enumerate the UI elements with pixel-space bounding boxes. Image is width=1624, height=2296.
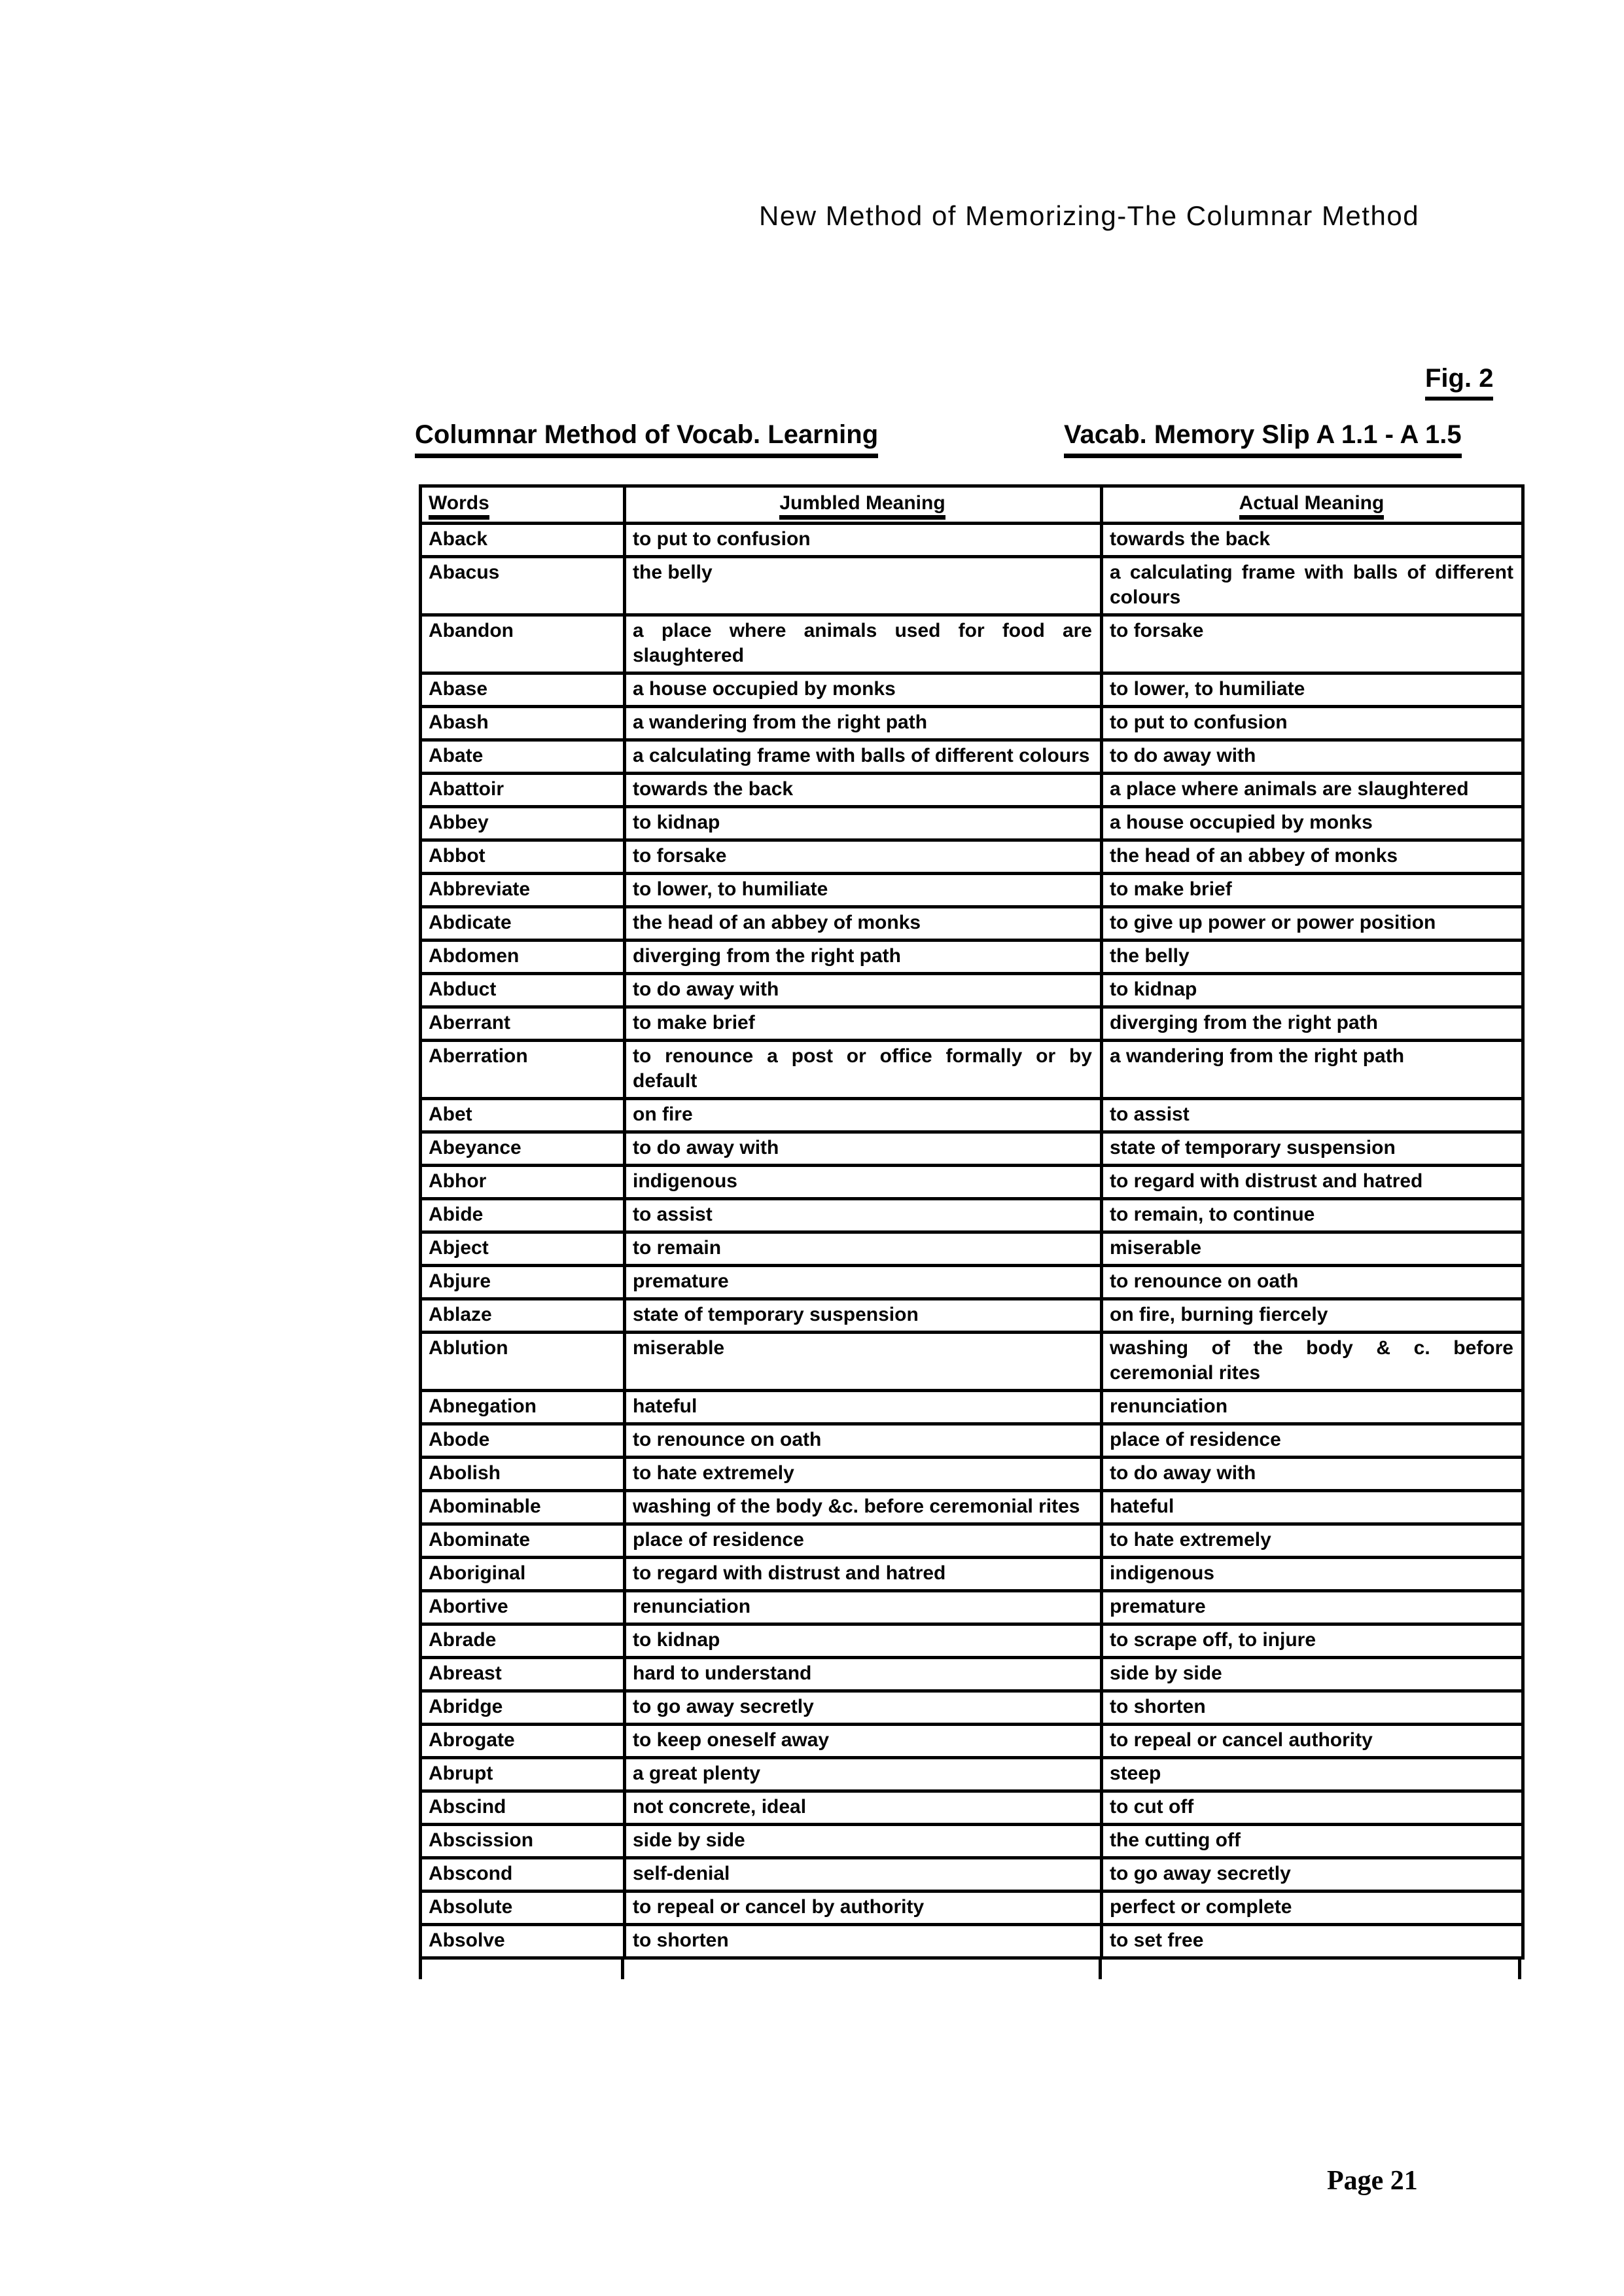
word-cell: Abscond (421, 1858, 625, 1892)
word-cell: Aberrant (421, 1007, 625, 1041)
table-row (421, 774, 1523, 807)
table-row (421, 1791, 1523, 1825)
table-row (421, 1691, 1523, 1725)
word-cell: Abbot (421, 840, 625, 874)
jumbled-meaning-cell: a wandering from the right path (625, 707, 1102, 740)
word-cell: Abduct (421, 974, 625, 1007)
table-row (421, 524, 1523, 557)
jumbled-meaning-cell: a calculating frame with balls of different colours (625, 740, 1102, 774)
table-row (421, 1232, 1523, 1266)
word-cell: Abdomen (421, 941, 625, 974)
actual-meaning-cell: to repeal or cancel authority (1102, 1725, 1523, 1758)
table-row (421, 1041, 1523, 1099)
word-cell: Abode (421, 1424, 625, 1458)
actual-meaning-cell: perfect or complete (1102, 1892, 1523, 1925)
actual-meaning-cell: towards the back (1102, 524, 1523, 557)
jumbled-meaning-cell: to do away with (625, 974, 1102, 1007)
word-cell: Aberration (421, 1041, 625, 1099)
actual-meaning-cell: premature (1102, 1591, 1523, 1624)
table-row (421, 1858, 1523, 1892)
table-header-row (421, 486, 1523, 524)
right-heading: Vacab. Memory Slip A 1.1 - A 1.5 (1064, 420, 1462, 458)
jumbled-meaning-cell: to shorten (625, 1925, 1102, 1958)
jumbled-meaning-cell: premature (625, 1266, 1102, 1299)
word-cell: Abjure (421, 1266, 625, 1299)
actual-meaning-cell: to regard with distrust and hatred (1102, 1166, 1523, 1199)
word-cell: Abominable (421, 1491, 625, 1524)
actual-meaning-cell: to set free (1102, 1925, 1523, 1958)
word-cell: Abrade (421, 1624, 625, 1658)
word-cell: Ablaze (421, 1299, 625, 1333)
word-cell: Abscission (421, 1825, 625, 1858)
jumbled-meaning-cell: to assist (625, 1199, 1102, 1232)
table-row (421, 1758, 1523, 1791)
jumbled-meaning-cell: diverging from the right path (625, 941, 1102, 974)
table-continuation-line (1518, 1960, 1521, 1979)
jumbled-meaning-cell: to remain (625, 1232, 1102, 1266)
actual-meaning-cell: the belly (1102, 941, 1523, 974)
actual-meaning-cell: side by side (1102, 1658, 1523, 1691)
actual-meaning-cell: steep (1102, 1758, 1523, 1791)
table-row (421, 1725, 1523, 1758)
jumbled-meaning-cell: to put to confusion (625, 524, 1102, 557)
actual-meaning-cell: renunciation (1102, 1391, 1523, 1424)
word-cell: Abominate (421, 1524, 625, 1558)
word-cell: Absolute (421, 1892, 625, 1925)
word-cell: Abolish (421, 1458, 625, 1491)
jumbled-meaning-cell: a great plenty (625, 1758, 1102, 1791)
left-heading: Columnar Method of Vocab. Learning (415, 420, 878, 458)
word-cell: Abnegation (421, 1391, 625, 1424)
actual-meaning-cell: to kidnap (1102, 974, 1523, 1007)
actual-meaning-cell: to scrape off, to injure (1102, 1624, 1523, 1658)
page-number: Page 21 (1327, 2166, 1418, 2196)
table-row (421, 557, 1523, 615)
actual-meaning-cell: hateful (1102, 1491, 1523, 1524)
actual-meaning-cell: to go away secretly (1102, 1858, 1523, 1892)
table-row (421, 1892, 1523, 1925)
jumbled-meaning-cell: a place where animals used for food are slaughtered (625, 615, 1102, 673)
jumbled-meaning-cell: to renounce on oath (625, 1424, 1102, 1458)
table-row (421, 1524, 1523, 1558)
actual-meaning-cell: to lower, to humiliate (1102, 673, 1523, 707)
actual-meaning-cell: the head of an abbey of monks (1102, 840, 1523, 874)
table-row (421, 707, 1523, 740)
word-cell: Abdicate (421, 907, 625, 941)
word-cell: Abet (421, 1099, 625, 1132)
column-header-jumbled-meaning-label: Jumbled Meaning (779, 492, 945, 520)
table-row (421, 1199, 1523, 1232)
table-continuation-line (1099, 1960, 1102, 1979)
column-header-jumbled-meaning (625, 486, 1102, 524)
word-cell: Abrogate (421, 1725, 625, 1758)
word-cell: Abash (421, 707, 625, 740)
word-cell: Abrupt (421, 1758, 625, 1791)
actual-meaning-cell: to renounce on oath (1102, 1266, 1523, 1299)
word-cell: Abortive (421, 1591, 625, 1624)
actual-meaning-cell: place of residence (1102, 1424, 1523, 1458)
word-cell: Abate (421, 740, 625, 774)
jumbled-meaning-cell: the head of an abbey of monks (625, 907, 1102, 941)
jumbled-meaning-cell: renunciation (625, 1591, 1102, 1624)
jumbled-meaning-cell: to renounce a post or office formally or by default (625, 1041, 1102, 1099)
table-row (421, 874, 1523, 907)
jumbled-meaning-cell: not concrete, ideal (625, 1791, 1102, 1825)
table-row (421, 807, 1523, 840)
actual-meaning-cell: to assist (1102, 1099, 1523, 1132)
table-row (421, 941, 1523, 974)
actual-meaning-cell: to give up power or power position (1102, 907, 1523, 941)
word-cell: Abbey (421, 807, 625, 840)
jumbled-meaning-cell: to kidnap (625, 807, 1102, 840)
table-row (421, 740, 1523, 774)
jumbled-meaning-cell: self-denial (625, 1858, 1102, 1892)
actual-meaning-cell: on fire, burning fiercely (1102, 1299, 1523, 1333)
jumbled-meaning-cell: to regard with distrust and hatred (625, 1558, 1102, 1591)
word-cell: Abeyance (421, 1132, 625, 1166)
jumbled-meaning-cell: place of residence (625, 1524, 1102, 1558)
word-cell: Abhor (421, 1166, 625, 1199)
actual-meaning-cell: state of temporary suspension (1102, 1132, 1523, 1166)
actual-meaning-cell: to cut off (1102, 1791, 1523, 1825)
word-cell: Abreast (421, 1658, 625, 1691)
jumbled-meaning-cell: hard to understand (625, 1658, 1102, 1691)
table-row (421, 1132, 1523, 1166)
jumbled-meaning-cell: miserable (625, 1333, 1102, 1391)
table-row (421, 1591, 1523, 1624)
table-row (421, 907, 1523, 941)
jumbled-meaning-cell: the belly (625, 557, 1102, 615)
table-row (421, 1299, 1523, 1333)
actual-meaning-cell: to remain, to continue (1102, 1199, 1523, 1232)
actual-meaning-cell: miserable (1102, 1232, 1523, 1266)
table-row (421, 1458, 1523, 1491)
actual-meaning-cell: to shorten (1102, 1691, 1523, 1725)
actual-meaning-cell: a house occupied by monks (1102, 807, 1523, 840)
table-row (421, 615, 1523, 673)
table-row (421, 1925, 1523, 1958)
table-row (421, 1658, 1523, 1691)
table-row (421, 1007, 1523, 1041)
jumbled-meaning-cell: a house occupied by monks (625, 673, 1102, 707)
actual-meaning-cell: a wandering from the right path (1102, 1041, 1523, 1099)
table-row (421, 1424, 1523, 1458)
column-header-actual-meaning (1102, 486, 1523, 524)
word-cell: Abject (421, 1232, 625, 1266)
actual-meaning-cell: the cutting off (1102, 1825, 1523, 1858)
column-header-words (421, 486, 625, 524)
actual-meaning-cell: a calculating frame with balls of different colours (1102, 557, 1523, 615)
table-row (421, 1166, 1523, 1199)
actual-meaning-cell: to do away with (1102, 1458, 1523, 1491)
word-cell: Abandon (421, 615, 625, 673)
jumbled-meaning-cell: to keep oneself away (625, 1725, 1102, 1758)
jumbled-meaning-cell: side by side (625, 1825, 1102, 1858)
table-row (421, 1491, 1523, 1524)
word-cell: Abscind (421, 1791, 625, 1825)
word-cell: Abattoir (421, 774, 625, 807)
jumbled-meaning-cell: to forsake (625, 840, 1102, 874)
word-cell: Abacus (421, 557, 625, 615)
jumbled-meaning-cell: to repeal or cancel by authority (625, 1892, 1102, 1925)
actual-meaning-cell: to put to confusion (1102, 707, 1523, 740)
table-row (421, 1391, 1523, 1424)
page-title: New Method of Memorizing-The Columnar Method (759, 200, 1420, 231)
word-cell: Ablution (421, 1333, 625, 1391)
table-row (421, 840, 1523, 874)
table-row (421, 974, 1523, 1007)
vocab-table-container (419, 484, 1521, 1979)
table-row (421, 1558, 1523, 1591)
jumbled-meaning-cell: hateful (625, 1391, 1102, 1424)
table-row (421, 1099, 1523, 1132)
column-header-words-label: Words (429, 492, 489, 520)
table-row (421, 1266, 1523, 1299)
actual-meaning-cell: diverging from the right path (1102, 1007, 1523, 1041)
word-cell: Absolve (421, 1925, 625, 1958)
table-continuation-line (419, 1960, 422, 1979)
jumbled-meaning-cell: to do away with (625, 1132, 1102, 1166)
jumbled-meaning-cell: indigenous (625, 1166, 1102, 1199)
actual-meaning-cell: indigenous (1102, 1558, 1523, 1591)
jumbled-meaning-cell: state of temporary suspension (625, 1299, 1102, 1333)
word-cell: Aboriginal (421, 1558, 625, 1591)
jumbled-meaning-cell: washing of the body &c. before ceremonial rites (625, 1491, 1102, 1524)
word-cell: Abide (421, 1199, 625, 1232)
actual-meaning-cell: to forsake (1102, 615, 1523, 673)
table-row (421, 1825, 1523, 1858)
table-cutoff-stub (419, 1960, 1521, 1979)
word-cell: Abridge (421, 1691, 625, 1725)
table-row (421, 673, 1523, 707)
table-row (421, 1333, 1523, 1391)
actual-meaning-cell: to make brief (1102, 874, 1523, 907)
actual-meaning-cell: washing of the body & c. before ceremonial rites (1102, 1333, 1523, 1391)
jumbled-meaning-cell: to make brief (625, 1007, 1102, 1041)
table-row (421, 1624, 1523, 1658)
jumbled-meaning-cell: to lower, to humiliate (625, 874, 1102, 907)
word-cell: Aback (421, 524, 625, 557)
word-cell: Abase (421, 673, 625, 707)
table-continuation-line (621, 1960, 624, 1979)
actual-meaning-cell: to hate extremely (1102, 1524, 1523, 1558)
actual-meaning-cell: to do away with (1102, 740, 1523, 774)
column-header-actual-meaning-label: Actual Meaning (1239, 492, 1385, 520)
figure-label: Fig. 2 (1425, 364, 1493, 401)
word-cell: Abbreviate (421, 874, 625, 907)
jumbled-meaning-cell: on fire (625, 1099, 1102, 1132)
jumbled-meaning-cell: to kidnap (625, 1624, 1102, 1658)
jumbled-meaning-cell: to go away secretly (625, 1691, 1102, 1725)
vocab-table (419, 484, 1525, 1960)
actual-meaning-cell: a place where animals are slaughtered (1102, 774, 1523, 807)
jumbled-meaning-cell: to hate extremely (625, 1458, 1102, 1491)
jumbled-meaning-cell: towards the back (625, 774, 1102, 807)
